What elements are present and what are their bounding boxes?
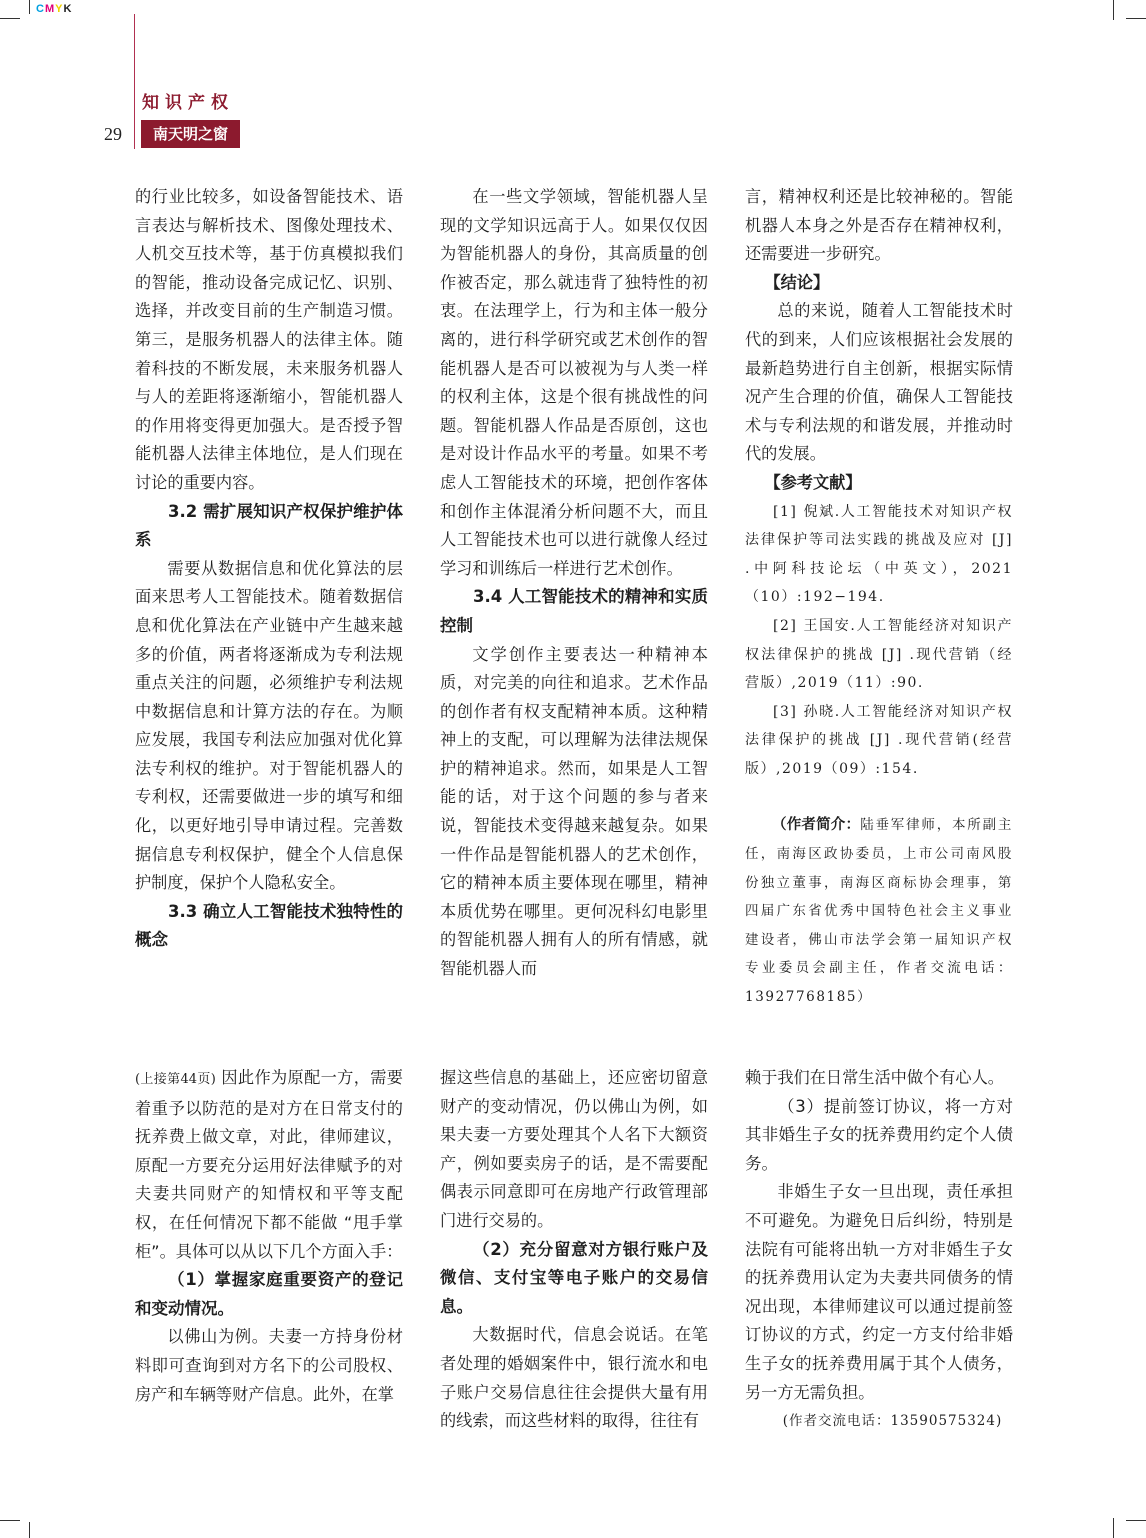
subheading: （1）掌握家庭重要资产的登记和变动情况。 [135, 1270, 403, 1318]
conclusion-heading: 【结论】 [764, 272, 830, 292]
paragraph: 需要从数据信息和优化算法的层面来思考人工智能技术。随着数据信息和优化算法在产业链中产生越来越多的价值，两者将逐渐成为专利法规重点关注的问题，必须维护专利法规中数据信息和计算方法的存在。为顺应发展，我国专利法应加强对优化算法专利权的维护。对于智能机器人的专利权，还需要做进一步的填写和细化，以更好地引导申请过程。完善数据信息专利权保护，健全个人信息保护制度，保护个人隐私安全。 [135, 558, 403, 893]
article-b-column-1 [135, 1064, 403, 1409]
author-bio [745, 811, 1013, 1011]
crop-mark [1126, 1520, 1146, 1521]
references-heading: 【参考文献】 [764, 472, 862, 492]
article-b-column-3 [745, 1064, 1013, 1436]
column-brand-badge: 南天明之窗 [141, 120, 240, 148]
paragraph: 在一些文学领域，智能机器人呈现的文学知识远高于人。如果仅仅因为智能机器人的身份，其高质量的创作被否定，那么就违背了独特性的初衷。在法理学上，行为和主体一般分离的，进行科学研究或艺术创作的智能机器人是否可以被视为与人类一样的权利主体，这是个很有挑战性的问题。智能机器人作品是否原创，这也是对设计作品水平的考量。如果不考虑人工智能技术的环境，把创作客体和创作主体混淆分析问题不大，而且人工智能技术也可以进行就像人经过学习和训练后一样进行艺术创作。 [440, 187, 708, 578]
paragraph-text: 因此作为原配一方，需要着重予以防范的是对方在日常支付的抚养费上做文章，对此，律师建议，原配一方要充分运用好法律赋予的对夫妻共同财产的知情权和平等支配权，在任何情况下都不能做 “甩手掌柜”。具体可以从以下几个方面入手： [135, 1068, 403, 1261]
paragraph: 握这些信息的基础上，还应密切留意财产的变动情况，仍以佛山为例，如果夫妻一方要处理其个人名下大额资产，例如要卖房子的话，是不需要配偶表示同意即可在房地产行政管理部门进行交易的。 [440, 1068, 708, 1230]
section-heading: 3.4 人工智能技术的精神和实质控制 [440, 587, 708, 635]
cmyk-m: M [44, 3, 56, 15]
page-number: 29 [104, 124, 122, 144]
header-rule [134, 14, 135, 149]
cmyk-color-bar [36, 3, 72, 15]
section-heading: 3.3 确立人工智能技术独特性的概念 [135, 901, 403, 950]
article-column-2 [440, 183, 708, 984]
article-column-3 [745, 183, 1013, 1012]
paragraph: 以佛山为例。夫妻一方持身份材料即可查询到对方名下的公司股权、房产和车辆等财产信息。此外，在掌 [135, 1327, 403, 1404]
section-title: 知识产权 [142, 93, 234, 113]
reference-item: [2] 王国安.人工智能经济对知识产权法律保护的挑战 [J] .现代营销（经营版）,2019（11）:90. [745, 617, 1013, 692]
section-heading: 3.2 需扩展知识产权保护维护体系 [135, 501, 403, 550]
author-contact: (作者交流电话：13590575324) [782, 1413, 1003, 1430]
crop-mark [29, 1522, 30, 1538]
subheading: （2）充分留意对方银行账户及微信、支付宝等电子账户的交易信息。 [440, 1239, 708, 1316]
paragraph: 文学创作主要表达一种精神本质，对完美的向往和追求。艺术作品的创作者有权支配精神本质。这种精神上的支配，可以理解为法律法规保护的精神追求。然而，如果是人工智能的话，对于这个问题的参与者来说，智能技术变得越来越复杂。如果一件作品是智能机器人的艺术创作，它的精神本质主要体现在哪里，精神本质优势在哪里。更何况科幻电影里的智能机器人拥有人的所有情感，就智能机器人而 [440, 644, 708, 979]
crop-mark [0, 18, 20, 19]
subheading: （3）提前签订协议，将一方对其非婚生子女的抚养费用约定个人债务。 [745, 1096, 1013, 1173]
crop-mark [1113, 0, 1114, 20]
reference-item: [1] 倪斌.人工智能技术对知识产权法律保护等司法实践的挑战及应对 [J] .中阿科技论坛（中英文），2021（10）:192−194. [745, 503, 1013, 606]
paragraph: 总的来说，随着人工智能技术时代的到来，人们应该根据社会发展的最新趋势进行自主创新，根据实际情况产生合理的价值，确保人工智能技术与专利法规的和谐发展，并推动时代的发展。 [745, 301, 1013, 464]
cmyk-k: K [63, 3, 73, 15]
reference-item: [3] 孙晓.人工智能经济对知识产权法律保护的挑战 [J] .现代营销(经营版）,2019（09）:154. [745, 703, 1013, 777]
article-b-column-2 [440, 1064, 708, 1436]
paragraph: 非婚生子女一旦出现，责任承担不可避免。为避免日后纠纷，特别是法院有可能将出轨一方对非婚生子女的抚养费用认定为夫妻共同债务的情况出现，本律师建议可以通过提前签订协议的方式，约定一方支付给非婚生子女的抚养费用属于其个人债务，另一方无需负担。 [745, 1182, 1013, 1402]
author-bio-text: 陆垂军律师，本所副主任，南海区政协委员，上市公司南风股份独立董事，南海区商标协会理事，第四届广东省优秀中国特色社会主义事业建设者，佛山市法学会第一届知识产权专业委员会副主任，作者交流电话：13927768185） [745, 817, 1014, 1006]
continued-from-note: (上接第44页) [135, 1072, 216, 1087]
crop-mark [1126, 18, 1146, 19]
paragraph: 的行业比较多，如设备智能技术、语言表达与解析技术、图像处理技术、人机交互技术等，基于仿真模拟我们的智能，推动设备完成记忆、识别、选择，并改变目前的生产制造习惯。第三，是服务机器人的法律主体。随着科技的不断发展，未来服务机器人与人的差距将逐渐缩小，智能机器人的作用将变得更加强大。是否授予智能机器人法律主体地位，是人们现在讨论的重要内容。 [135, 187, 403, 492]
paragraph: 赖于我们在日常生活中做个有心人。 [745, 1068, 1004, 1087]
crop-mark [1113, 1518, 1114, 1538]
paragraph: 大数据时代，信息会说话。在笔者处理的婚姻案件中，银行流水和电子账户交易信息往往会提供大量有用的线索，而这些材料的取得，往往有 [440, 1325, 708, 1431]
cmyk-c: C [36, 3, 45, 15]
cmyk-y: Y [55, 3, 64, 15]
paragraph [135, 1064, 403, 1266]
crop-mark [0, 1520, 20, 1521]
author-bio-label: （作者简介： [772, 817, 861, 834]
article-column-1 [135, 183, 403, 955]
crop-mark [29, 0, 30, 14]
paragraph: 言，精神权利还是比较神秘的。智能机器人本身之外是否存在精神权利，还需要进一步研究。 [745, 187, 1013, 264]
